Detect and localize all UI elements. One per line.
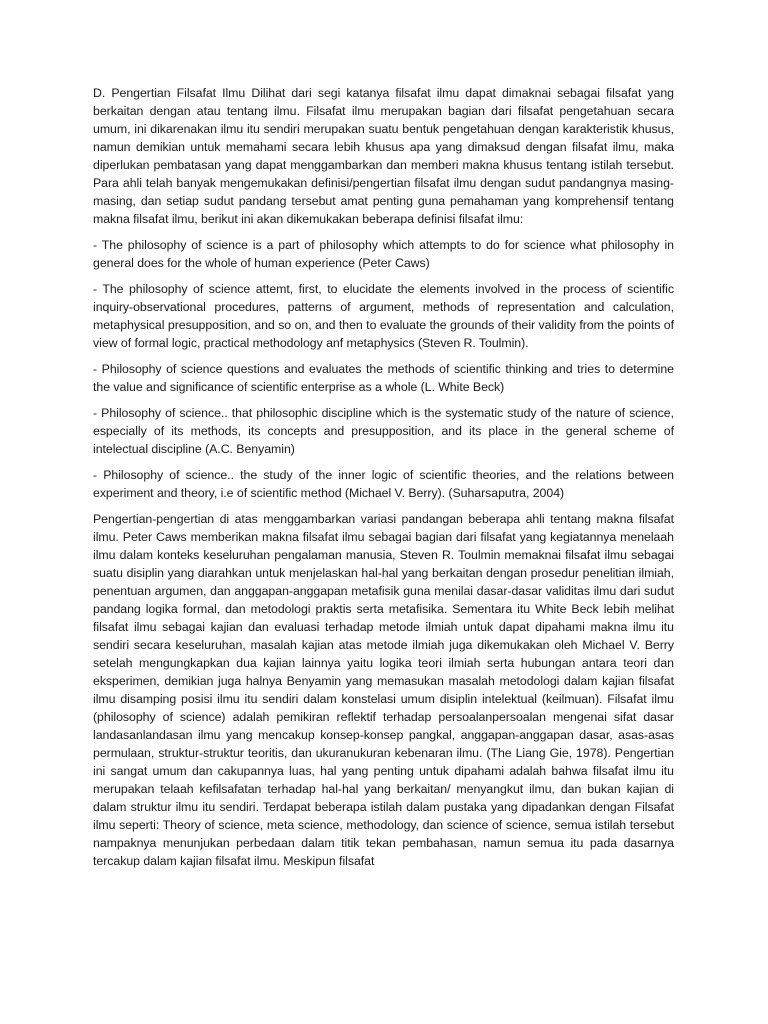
definition-peter-caws: - The philosophy of science is a part of philosophy which attempts to do for science what philosophy in general does for the whole of human experience (Peter Caws) xyxy=(93,238,674,270)
definition-benyamin: - Philosophy of science.. that philosophic discipline which is the systematic study of the nature of science, especially of its methods, its concepts and presupposition, and its place in the general scheme of intelectual discipline (A.C. Benyamin) xyxy=(93,406,674,456)
definition-white-beck: - Philosophy of science questions and evaluates the methods of scientific thinking and tries to determine the value and significance of scientific enterprise as a whole (L. White Beck) xyxy=(93,362,674,394)
discussion-paragraph: Pengertian-pengertian di atas menggambarkan variasi pandangan beberapa ahli tentang makna filsafat ilmu. Peter Caws memberikan makna filsafat ilmu sebagai bagian dari filsafat yang kegiatannya menelaah ilmu dalam konteks keseluruhan pengalaman manusia, Steven R. Toulmin memaknai filsafat ilmu sebagai suatu disiplin yang diarahkan untuk menjelaskan hal-hal yang berkaitan dengan prosedur penelitian ilmiah, penentuan argumen, dan anggapan-anggapan metafisik guna menilai dasar-dasar validitas ilmu dari sudut pandang logika formal, dan metodologi praktis serta metafisika. Sementara itu White Beck lebih melihat filsafat ilmu sebagai kajian dan evaluasi terhadap metode ilmiah untuk dapat dipahami makna ilmu itu sendiri secara keseluruhan, masalah kajian atas metode ilmiah juga dikemukakan oleh Michael V. Berry setelah mengungkapkan dua kajian lainnya yaitu logika teori ilmiah serta hubungan antara teori dan eksperimen, demikian juga halnya Benyamin yang memasukan masalah metodologi dalam kajian filsafat ilmu disamping posisi ilmu itu sendiri dalam konstelasi umum disiplin intelektual (keilmuan). Filsafat ilmu (philosophy of science) adalah pemikiran reflektif terhadap persoalanpersoalan mengenai sifat dasar landasanlandasan ilmu yang mencakup konsep-konsep pangkal, anggapan-anggapan dasar, asas-asas permulaan, struktur-struktur teoritis, dan ukuranukuran kebenaran ilmu. (The Liang Gie, 1978). Pengertian ini sangat umum dan cakupannya luas, hal yang penting untuk dipahami adalah bahwa filsafat ilmu itu merupakan telaah kefilsafatan terhadap hal-hal yang berkaitan/ menyangkut ilmu, dan bukan kajian di dalam struktur ilmu itu sendiri. Terdapat beberapa istilah dalam pustaka yang dipadankan dengan Filsafat ilmu seperti: Theory of science, meta science, methodology, dan science of science, semua istilah tersebut nampaknya menunjukan perbedaan dalam titik tekan pembahasan, namun semua itu pada dasarnya tercakup dalam kajian filsafat ilmu. Meskipun filsafat xyxy=(93,512,674,868)
document-page xyxy=(93,84,674,870)
definition-michael-berry: - Philosophy of science.. the study of the inner logic of scientific theories, and the relations between experiment and theory, i.e of scientific method (Michael V. Berry). (Suharsaputra, 2004) xyxy=(93,468,674,500)
intro-paragraph: D. Pengertian Filsafat Ilmu Dilihat dari segi katanya filsafat ilmu dapat dimaknai sebagai filsafat yang berkaitan dengan atau tentang ilmu. Filsafat ilmu merupakan bagian dari filsafat pengetahuan secara umum, ini dikarenakan ilmu itu sendiri merupakan suatu bentuk pengetahuan dengan karakteristik khusus, namun demikian untuk memahami secara lebih khusus apa yang dimaksud dengan filsafat ilmu, maka diperlukan pembatasan yang dapat menggambarkan dan memberi makna khusus tentang istilah tersebut. Para ahli telah banyak mengemukakan definisi/pengertian filsafat ilmu dengan sudut pandangnya masing-masing, dan setiap sudut pandang tersebut amat penting guna pemahaman yang komprehensif tentang makna filsafat ilmu, berikut ini akan dikemukakan beberapa definisi filsafat ilmu: xyxy=(93,86,674,226)
definition-steven-toulmin: - The philosophy of science attemt, first, to elucidate the elements involved in the process of scientific inquiry-observational procedures, patterns of argument, methods of representation and calculation, metaphysical presupposition, and so on, and then to evaluate the grounds of their validity from the points of view of formal logic, practical methodology anf metaphysics (Steven R. Toulmin). xyxy=(93,282,674,350)
